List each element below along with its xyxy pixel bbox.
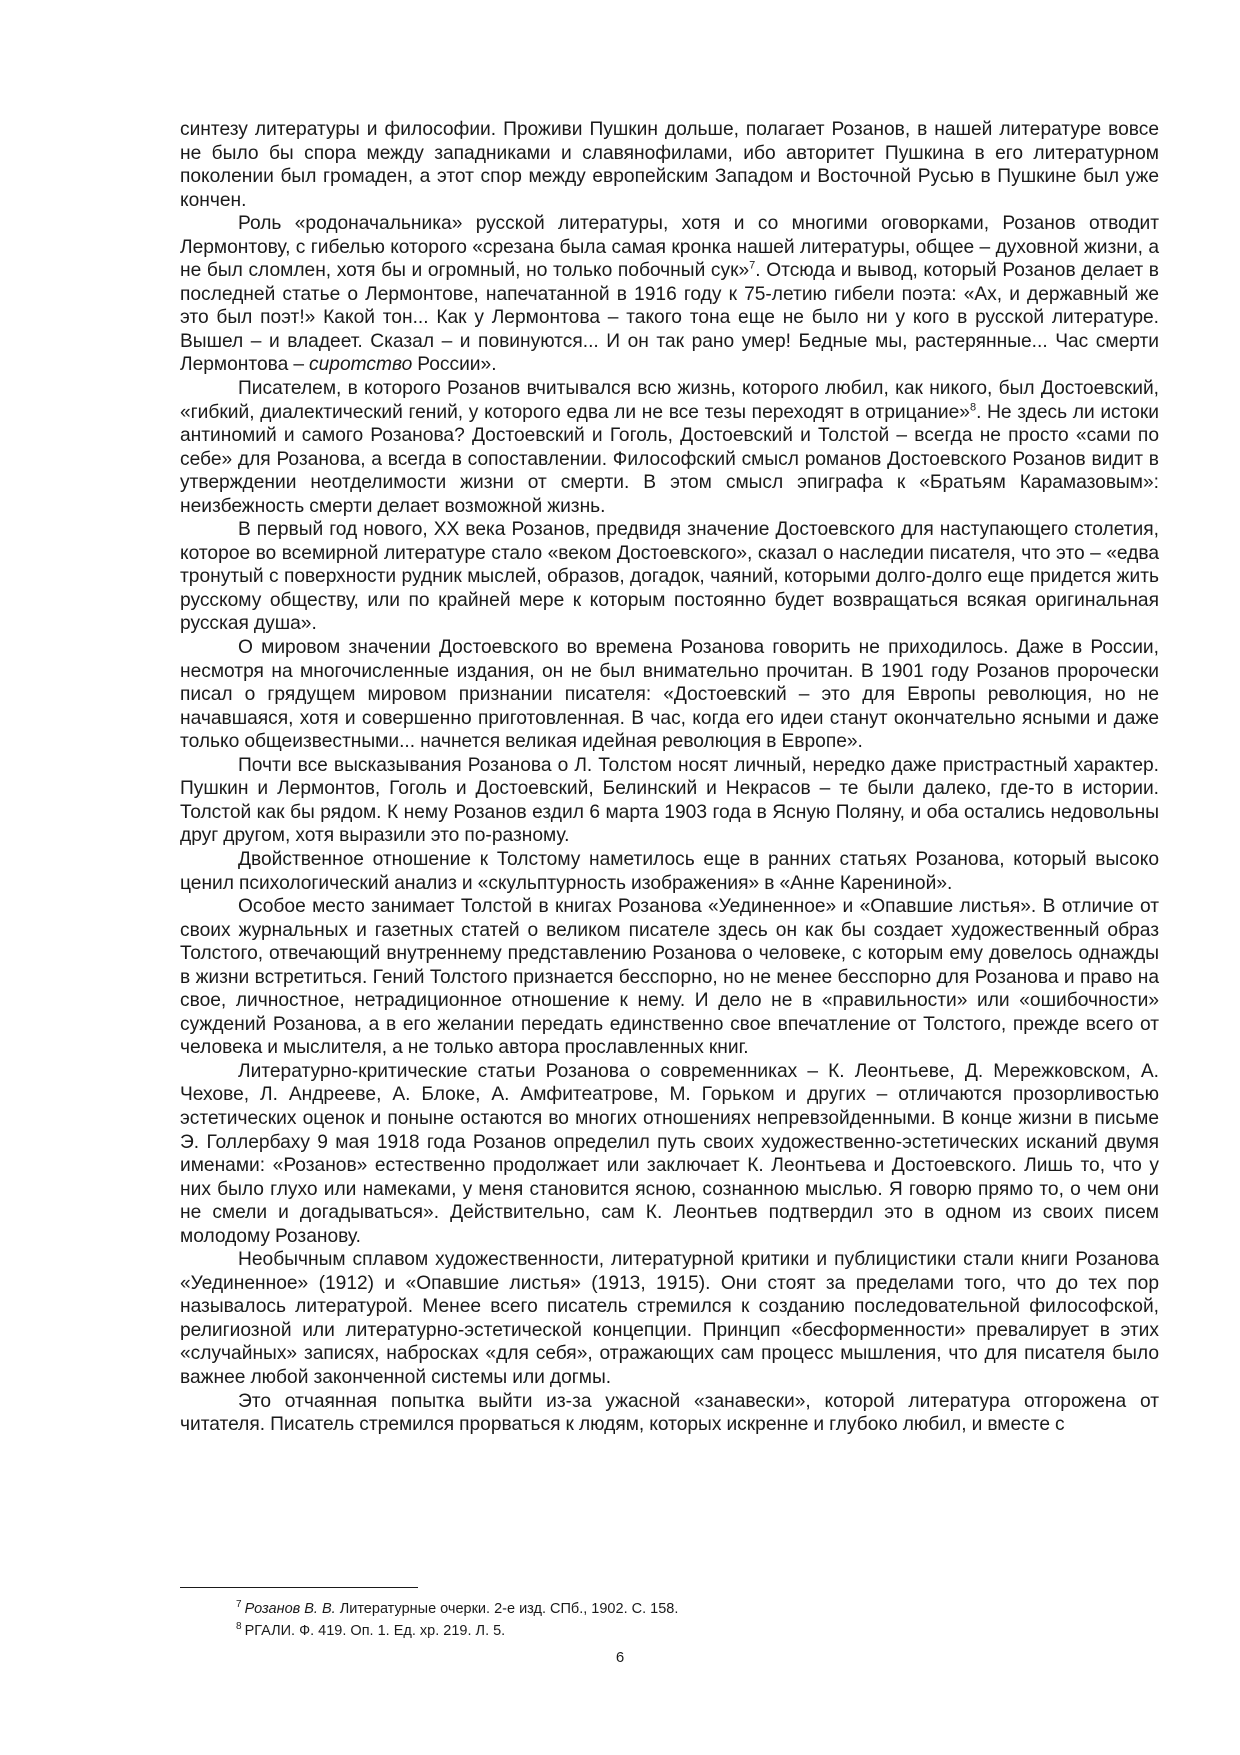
paragraph — [180, 754, 1159, 848]
paragraph — [180, 518, 1159, 636]
text-run: Почти все высказывания Розанова о Л. Толстом носят личный, нередко даже пристрастный характер. Пушкин и Лермонтов, Гоголь и Достоевский, Белинский и Некрасов – те были далеко, где-то в истории. Толстой как бы рядом. К нему Розанов ездил 6 марта 1903 года в Ясную Поляну, и оба остались недовольны друг другом, хотя выразили это по-разному. — [180, 754, 1159, 847]
footnote-number: 7 — [236, 1599, 242, 1611]
emphasized-text: сиротство — [309, 354, 413, 376]
footnote-text: РГАЛИ. Ф. 419. Оп. 1. Ед. хр. 219. Л. 5. — [244, 1623, 506, 1639]
text-run: . Не здесь ли истоки антиномий и самого Розанова? Достоевский и Гоголь, Достоевский и Толстой – всегда не просто «сами по себе» для Розанова, а всегда в сопоставлении. Философский смысл романов Достоевского Розанов видит в утверждении неотделимости жизни от смерти. В этом смысл эпиграфа к «Братьям Карамазовым»: неизбежность смерти делает возможной жизнь. — [180, 401, 1159, 517]
text-run: Необычным сплавом художественности, литературной критики и публицистики стали книги Розанова «Уединенное» (1912) и «Опавшие листья» (1913, 1915). Они стоят за пределами того, что до тех пор называлось литературой. Менее всего писатель стремился к созданию последовательной философской, религиозной или литературно-эстетической концепции. Принцип «бесформенности» превалирует в этих «случайных» записях, набросках «для себя», отражающих сам процесс мышления, что для писателя было важнее любой законченной системы или догмы. — [180, 1249, 1159, 1388]
footnote — [236, 1620, 1136, 1642]
footnote-reference: 7 — [749, 259, 756, 272]
footnote-reference: 8 — [969, 401, 977, 414]
page-number: 6 — [615, 1649, 625, 1666]
footnotes — [236, 1598, 1136, 1642]
text-run: России». — [412, 354, 497, 376]
text-run: Писателем, в которого Розанов вчитывался всю жизнь, которого любил, как никого, был Достоевский, «гибкий, диалектический гений, у которого едва ли не все тезы переходят в отрицание» — [180, 378, 1159, 423]
paragraph — [180, 118, 1159, 212]
paragraph — [180, 895, 1159, 1060]
text-run: Это отчаянная попытка выйти из-за ужасной «занавески», которой литература отгорожена от читателя. Писатель стремился прорваться к людям, которых искренне и глубоко любил, и вместе с — [180, 1390, 1159, 1436]
footnote — [236, 1598, 1136, 1620]
text-run: В первый год нового, XX века Розанов, предвидя значение Достоевского для наступающего столетия, которое во всемирной литературе стало «веком Достоевского», сказал о наследии писателя, что это – «едва тронутый с поверхности рудник мыслей, образов, догадок, чаяний, которыми долго-долго еще придется жить русскому обществу, или по крайней мере к которым постоянно будет возвращаться всякая оригинальная русская душа». — [180, 519, 1159, 635]
text-run: . Отсюда и вывод, который Розанов делает в последней статье о Лермонтове, напечатанной в 1916 году к 75-летию гибели поэта: «Ах, и державный же это был поэт!» Какой тон... Как у Лермонтова – такого тона еще не было ни у кого в русской литературе. Вышел – и владеет. Сказал – и повинуются... И он так рано умер! Бедные мы, растерянные... Час смерти Лермонтова – — [180, 260, 1159, 376]
paragraph — [180, 636, 1159, 754]
text-run: Особое место занимает Толстой в книгах Розанова «Уединенное» и «Опавшие листья». В отличие от своих журнальных и газетных статей о великом писателе здесь он как бы создает художественный образ Толстого, отвечающий внутреннему представлению Розанова о человеке, с которым ему довелось однажды в жизни встретиться. Гений Толстого признается бесспорно, но не менее бесспорно для Розанова и право на свое, личностное, нетрадиционное отношение к нему. И дело не в «правильности» или «ошибочности» суждений Розанова, а в его желании передать единственно свое впечатление от Толстого, прежде всего от человека и мыслителя, а не только автора прославленных книг. — [180, 896, 1159, 1059]
paragraph — [180, 1390, 1159, 1437]
footnote-author: Розанов В. В. — [244, 1601, 336, 1617]
footnote-separator — [180, 1587, 418, 1588]
text-run: синтезу литературы и философии. Проживи Пушкин дольше, полагает Розанов, в нашей литературе вовсе не было бы спора между западниками и славянофилами, ибо авторитет Пушкина в его литературном поколении был громаден, а этот спор между европейским Западом и Восточной Русью в Пушкине был уже кончен. — [180, 119, 1159, 211]
footnote-number: 8 — [236, 1621, 242, 1633]
text-run: Двойственное отношение к Толстому наметилось еще в ранних статьях Розанова, который высоко ценил психологический анализ и «скульптурность изображения» в «Анне Карениной». — [180, 848, 1159, 894]
paragraph — [180, 848, 1159, 895]
main-text — [180, 118, 1159, 1437]
paragraph — [180, 377, 1159, 518]
paragraph — [180, 212, 1159, 377]
text-run: Роль «родоначальника» русской литературы, хотя и со многими оговорками, Розанов отводит Лермонтову, с гибелью которого «срезана была самая кронка нашей литературы, общее – духовной жизни, а не был сломлен, хотя бы и огромный, но только побочный сук» — [180, 213, 1159, 282]
footnote-text: Литературные очерки. 2-е изд. СПб., 1902. С. 158. — [335, 1601, 679, 1617]
text-run: О мировом значении Достоевского во времена Розанова говорить не приходилось. Даже в России, несмотря на многочисленные издания, он не был внимательно прочитан. В 1901 году Розанов пророчески писал о грядущем мировом признании писателя: «Достоевский – это для Европы революция, но не начавшаяся, хотя и совершенно приготовленная. В час, когда его идеи станут окончательно ясными и даже только общеизвестными... начнется великая идейная революция в Европе». — [180, 637, 1159, 753]
paragraph — [180, 1060, 1159, 1248]
paragraph — [180, 1248, 1159, 1389]
text-run: Литературно-критические статьи Розанова о современниках – К. Леонтьеве, Д. Мережковском, А. Чехове, Л. Андрееве, А. Блоке, А. Амфитеатрове, М. Горьком и других – отличаются прозорливостью эстетических оценок и поныне остаются во многих отношениях непревзойденными. В конце жизни в письме Э. Голлербаху 9 мая 1918 года Розанов определил путь своих художественно-эстетических исканий двумя именами: «Розанов» естественно продолжает или заключает К. Леонтьева и Достоевского. Лишь то, что у них было глухо или намеками, у меня становится ясною, сознанною мыслью. Я говорю прямо то, о чем они не смели и догадываться». Действительно, сам К. Леонтьев подтвердил это в одном из своих писем молодому Розанову. — [180, 1060, 1159, 1247]
